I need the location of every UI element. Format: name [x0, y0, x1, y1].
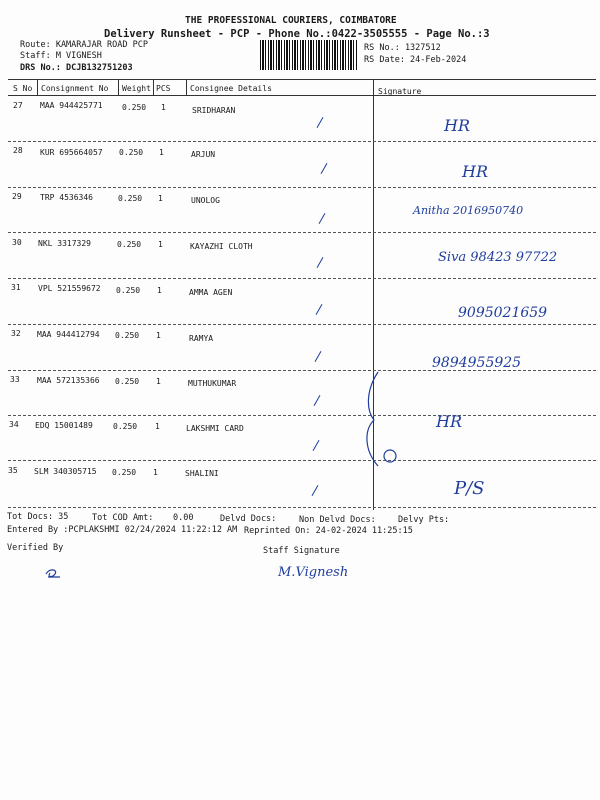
ink-tick-mark [313, 440, 320, 451]
row-pcs: 1 [158, 194, 163, 203]
row-divider [8, 232, 596, 233]
row-divider [8, 507, 596, 508]
col-divider [186, 80, 187, 95]
ink-tick-mark [319, 213, 326, 224]
row-weight: 0.250 [119, 148, 144, 157]
row-signature: HR [444, 116, 470, 135]
row-divider [8, 278, 596, 279]
ink-tick-mark [312, 485, 319, 496]
row-signature: 9894955925 [432, 355, 522, 371]
row-consignment: SLM 340305715 [34, 467, 97, 476]
row-sno: 28 [13, 146, 23, 155]
row-consignment: NKL 3317329 [38, 239, 91, 248]
row-weight: 0.250 [112, 468, 137, 477]
row-pcs: 1 [156, 377, 161, 386]
row-divider [8, 324, 596, 325]
row-consignee: KAYAZHI CLOTH [190, 242, 253, 251]
row-sno: 30 [12, 238, 22, 247]
barcode [260, 40, 358, 70]
row-consignment: VPL 521559672 [38, 284, 101, 293]
col-divider [153, 80, 154, 95]
row-divider [8, 141, 596, 142]
ink-tick-mark [321, 163, 328, 174]
row-consignment: MAA 944412794 [37, 330, 100, 339]
row-signature: HR [436, 412, 462, 431]
row-pcs: 1 [156, 331, 161, 340]
entered-by: Entered By :PCPLAKSHMI 02/24/2024 11:22:12 AM [7, 525, 238, 535]
row-pcs: 1 [155, 422, 160, 431]
table-top-rule [8, 79, 596, 80]
row-consignment: MAA 944425771 [40, 101, 103, 110]
row-weight: 0.250 [116, 286, 141, 295]
row-consignee: UNOLOG [191, 196, 220, 205]
row-pcs: 1 [161, 103, 166, 112]
row-consignee: MUTHUKUMAR [188, 379, 237, 388]
row-weight: 0.250 [118, 194, 143, 203]
company-name: THE PROFESSIONAL COURIERS, COIMBATORE [185, 15, 397, 26]
col-divider [37, 80, 38, 95]
row-consignment: KUR 695664057 [40, 148, 103, 157]
row-divider [8, 370, 596, 371]
staff-signature-label: Staff Signature [263, 546, 340, 556]
row-consignee: SRIDHARAN [192, 106, 236, 115]
row-signature: Siva 98423 97722 [438, 250, 558, 265]
bracket-scribble [360, 370, 400, 470]
row-consignee: AMMA AGEN [189, 288, 233, 297]
runsheet-title: Delivery Runsheet - PCP - Phone No.:0422-3505555 - Page No.:3 [104, 28, 490, 40]
col-header-weight: Weight [122, 84, 151, 93]
row-divider [8, 415, 596, 416]
col-header-pcs: PCS [156, 84, 171, 93]
row-consignee: SHALINI [185, 469, 219, 478]
row-sno: 29 [12, 192, 22, 201]
ink-tick-mark [314, 395, 321, 406]
row-signature: Anitha 2016950740 [413, 204, 524, 217]
row-weight: 0.250 [115, 377, 140, 386]
reprinted-on: Reprinted On: 24-02-2024 11:25:15 [244, 526, 413, 536]
route-label: Route: KAMARAJAR ROAD PCP [20, 40, 148, 50]
col-divider [118, 80, 119, 95]
ink-tick-mark [317, 117, 324, 128]
staff-label: Staff: M VIGNESH [20, 51, 102, 61]
row-sno: 33 [10, 375, 20, 384]
rs-number: RS No.: 1327512 [364, 43, 441, 53]
non-delivered-docs: Non Delvd Docs: [299, 515, 376, 525]
ink-tick-mark [317, 257, 324, 268]
col-header-sno: S No [13, 84, 33, 93]
row-signature: HR [462, 162, 488, 181]
col-header-signature: Signature [378, 87, 422, 96]
row-signature: P/S [454, 478, 485, 499]
row-weight: 0.250 [115, 331, 140, 340]
verifier-initial-mark [44, 566, 62, 580]
row-sno: 31 [11, 283, 21, 292]
row-weight: 0.250 [122, 103, 147, 112]
row-consignment: MAA 572135366 [37, 376, 100, 385]
row-divider [8, 460, 596, 461]
row-pcs: 1 [159, 148, 164, 157]
row-consignee: RAMYA [189, 334, 214, 343]
row-sno: 32 [11, 329, 21, 338]
drs-number: DRS No.: DCJB132751203 [20, 63, 133, 73]
col-header-consignee: Consignee Details [190, 84, 272, 93]
staff-signature: M.Vignesh [278, 565, 349, 580]
verified-by-label: Verified By [7, 543, 64, 553]
rs-date: RS Date: 24-Feb-2024 [364, 55, 467, 65]
row-sno: 27 [13, 101, 23, 110]
ink-tick-mark [315, 351, 322, 362]
total-docs: Tot Docs: 35 [7, 512, 69, 522]
row-sno: 34 [9, 420, 19, 429]
row-divider [8, 187, 596, 188]
delivered-docs: Delvd Docs: [220, 514, 277, 524]
col-header-consignment: Consignment No [41, 84, 109, 93]
table-header-rule [8, 95, 596, 96]
row-consignee: LAKSHMI CARD [186, 424, 244, 433]
ink-tick-mark [316, 304, 323, 315]
row-consignee: ARJUN [191, 150, 216, 159]
row-consignment: TRP 4536346 [40, 193, 93, 202]
total-cod-value: 0.00 [173, 513, 194, 523]
total-cod-label: Tot COD Amt: [92, 513, 154, 523]
delivery-points: Delvy Pts: [398, 515, 450, 525]
row-weight: 0.250 [117, 240, 142, 249]
row-pcs: 1 [158, 240, 163, 249]
row-sno: 35 [8, 466, 18, 475]
row-signature: 9095021659 [458, 305, 548, 321]
row-consignment: EDQ 15001489 [35, 421, 93, 430]
row-weight: 0.250 [113, 422, 138, 431]
row-pcs: 1 [157, 286, 162, 295]
row-pcs: 1 [153, 468, 158, 477]
